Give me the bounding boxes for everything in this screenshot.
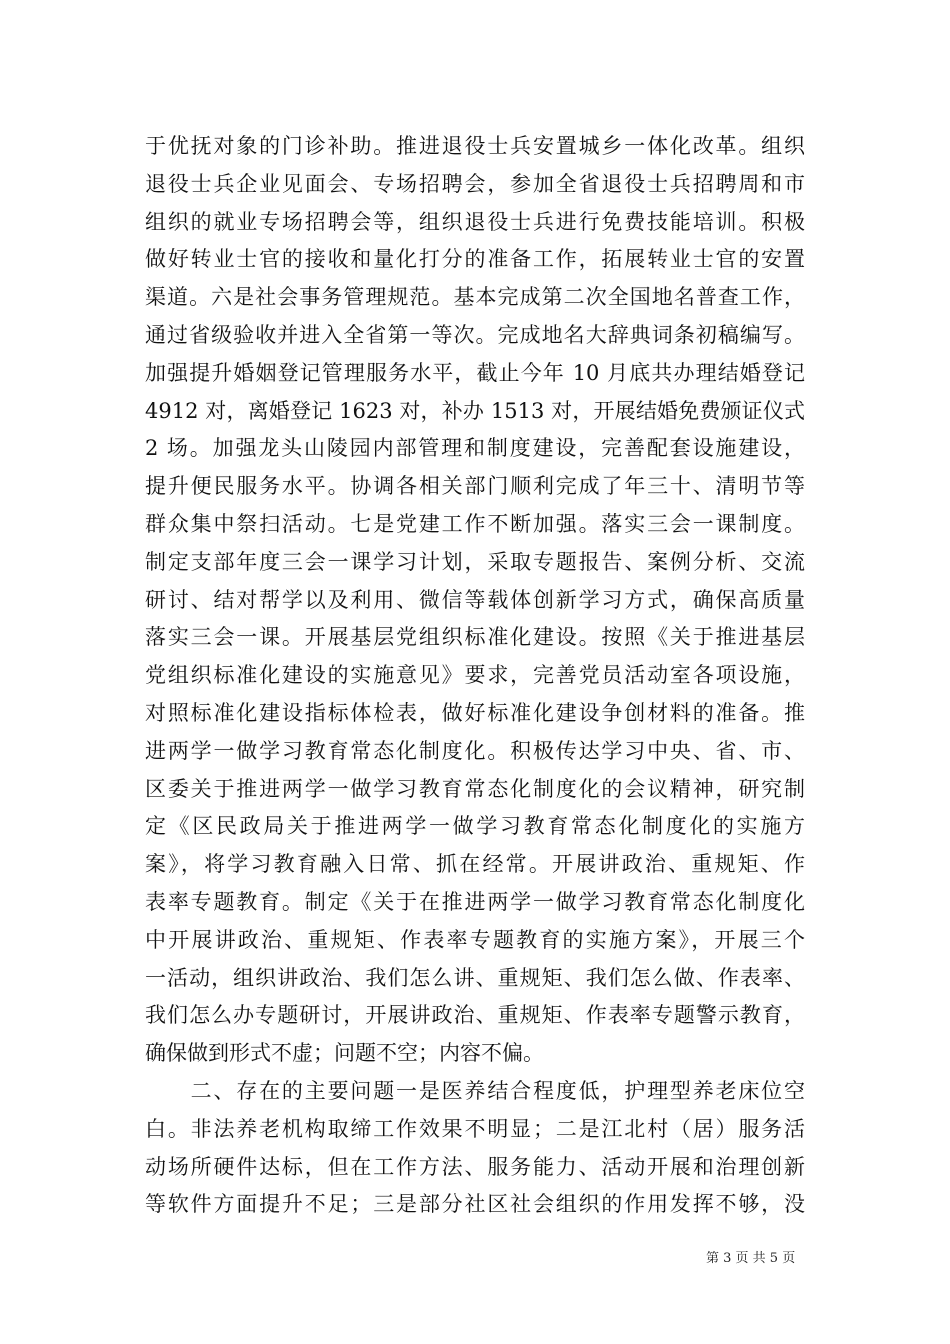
text-line: 落实三会一课。开展基层党组织标准化建设。按照《关于推进基层 [145,625,805,650]
text-line: 进两学一做学习教育常态化制度化。积极传达学习中央、省、市、 [145,738,805,763]
text-line: 对照标准化建设指标体检表，做好标准化建设争创材料的准备。推 [145,700,805,725]
text-line: 退役士兵企业见面会、专场招聘会，参加全省退役士兵招聘周和市 [145,171,805,196]
page-number-footer: 第 3 页 共 5 页 [706,1251,796,1266]
text-line: 区委关于推进两学一做学习教育常态化制度化的会议精神，研究制 [145,776,805,801]
text-line: 党组织标准化建设的实施意见》要求，完善党员活动室各项设施， [145,663,805,688]
text-line: 一活动，组织讲政治、我们怎么讲、重规矩、我们怎么做、作表率、 [145,965,805,990]
text-line: 加强提升婚姻登记管理服务水平，截止今年 10 月底共办理结婚登记 [145,360,805,385]
text-line: 表率专题教育。制定《关于在推进两学一做学习教育常态化制度化 [145,889,805,914]
text-line: 群众集中祭扫活动。七是党建工作不断加强。落实三会一课制度。 [145,511,805,536]
text-line: 通过省级验收并进入全省第一等次。完成地名大辞典词条初稿编写。 [145,322,805,347]
text-line: 4912 对，离婚登记 1623 对，补办 1513 对，开展结婚免费颁证仪式 [145,398,805,423]
text-line: 等软件方面提升不足；三是部分社区社会组织的作用发挥不够，没 [145,1192,805,1217]
text-line: 提升便民服务水平。协调各相关部门顺利完成了年三十、清明节等 [145,474,805,499]
text-line: 我们怎么办专题研讨，开展讲政治、重规矩、作表率专题警示教育， [145,1003,805,1028]
text-line: 确保做到形式不虚；问题不空；内容不偏。 [145,1041,544,1066]
text-line: 定《区民政局关于推进两学一做学习教育常态化制度化的实施方 [145,814,805,839]
text-line: 二、存在的主要问题一是医养结合程度低，护理型养老床位空 [145,1078,805,1103]
text-line: 渠道。六是社会事务管理规范。基本完成第二次全国地名普查工作， [145,285,805,310]
text-line: 2 场。加强龙头山陵园内部管理和制度建设，完善配套设施建设， [145,436,805,461]
text-line: 于优抚对象的门诊补助。推进退役士兵安置城乡一体化改革。组织 [145,134,805,158]
text-line: 中开展讲政治、重规矩、作表率专题教育的实施方案》，开展三个 [145,927,805,952]
text-line: 动场所硬件达标，但在工作方法、服务能力、活动开展和治理创新 [145,1154,805,1179]
text-line: 制定支部年度三会一课学习计划，采取专题报告、案例分析、交流 [145,549,805,574]
body-text [145,128,805,1224]
text-line: 案》，将学习教育融入日常、抓在经常。开展讲政治、重规矩、作 [145,852,805,877]
text-line: 研讨、结对帮学以及利用、微信等载体创新学习方式，确保高质量 [145,587,805,612]
text-line: 组织的就业专场招聘会等，组织退役士兵进行免费技能培训。积极 [145,209,805,234]
text-line: 白。非法养老机构取缔工作效果不明显；二是江北村（居）服务活 [145,1116,805,1141]
text-line: 做好转业士官的接收和量化打分的准备工作，拓展转业士官的安置 [145,247,805,272]
